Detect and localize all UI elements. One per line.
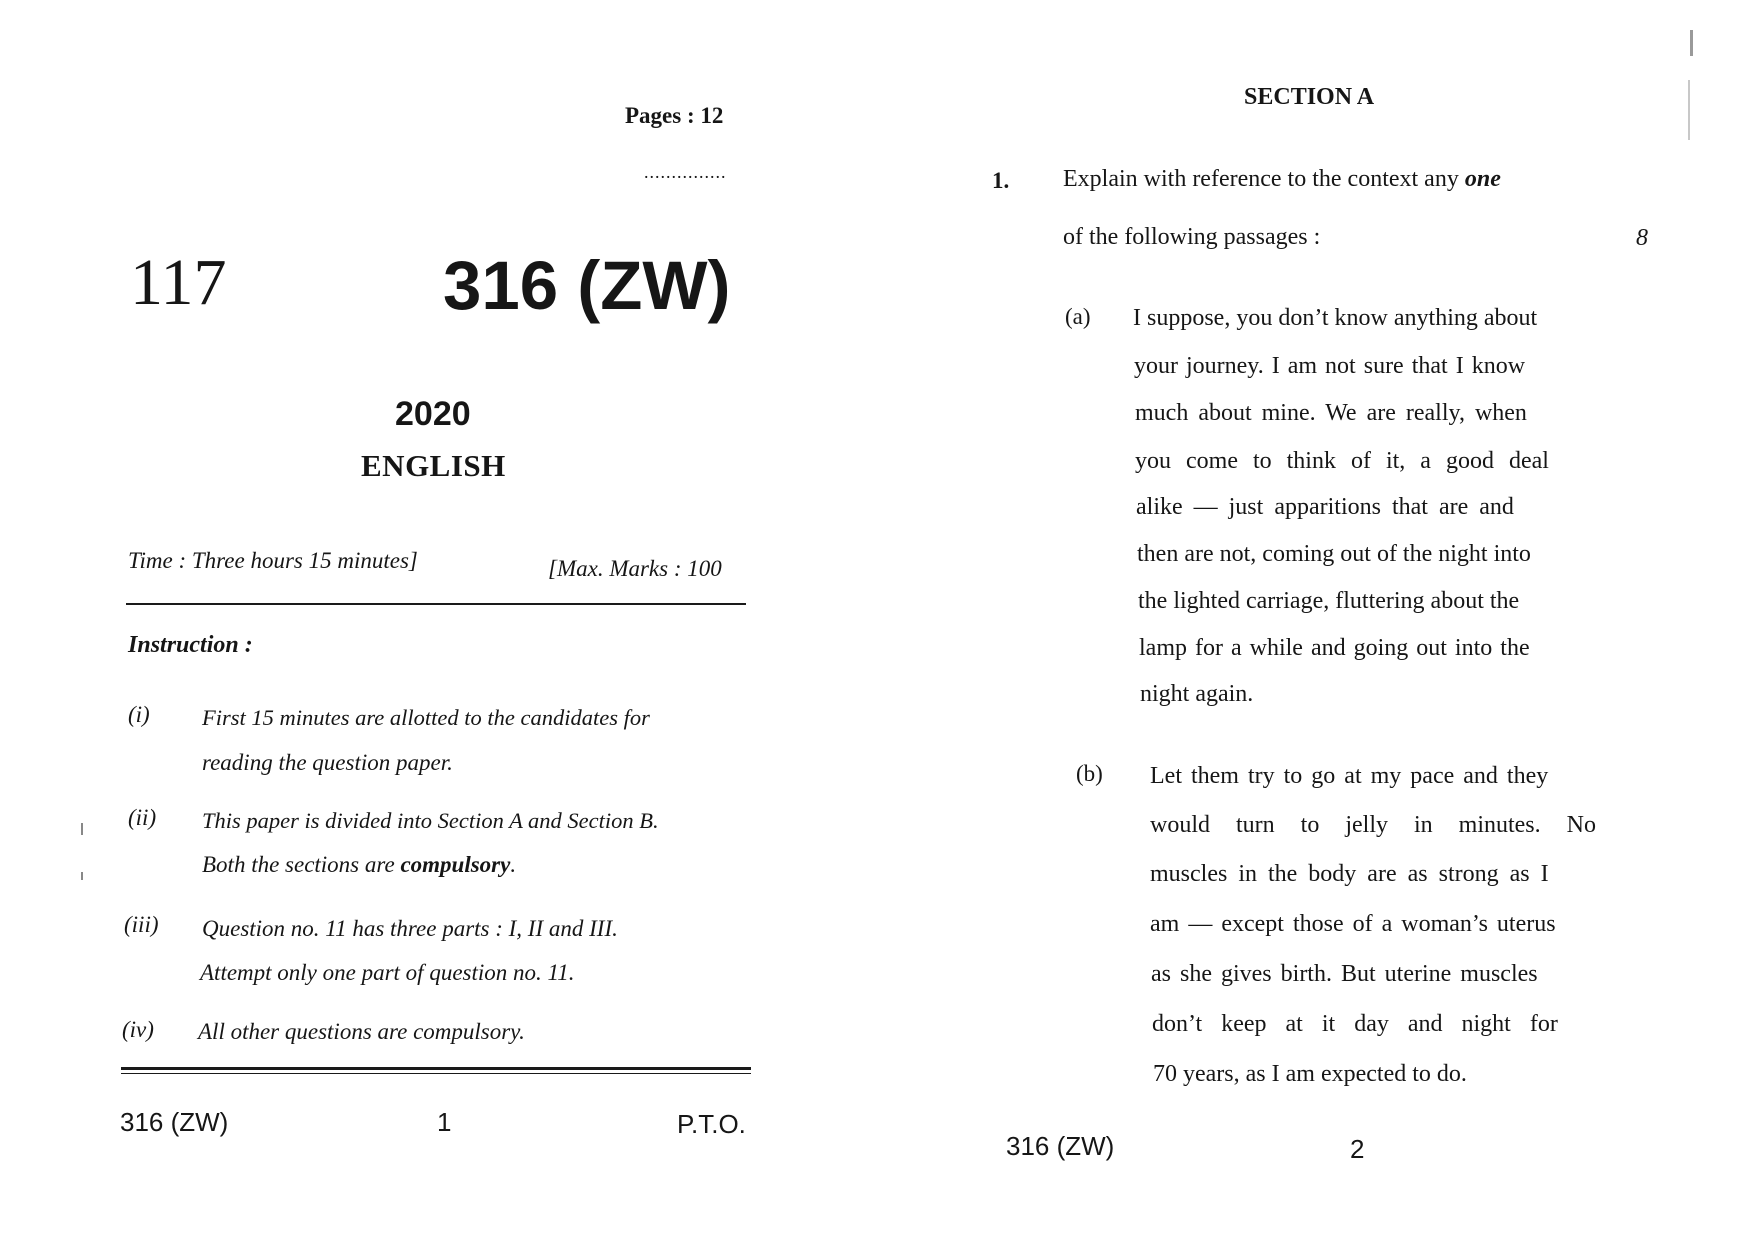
passage-label: (a) bbox=[1065, 304, 1091, 329]
scan-mark bbox=[81, 872, 83, 880]
scan-mark bbox=[1690, 30, 1693, 56]
scan-mark bbox=[1688, 80, 1690, 140]
double-rule bbox=[121, 1067, 751, 1070]
passage-line: the lighted carriage, fluttering about the bbox=[1138, 588, 1520, 614]
passage-line: your journey. I am not sure that I know bbox=[1134, 353, 1526, 379]
subject-title: ENGLISH bbox=[361, 448, 506, 483]
passage-line: I suppose, you don’t know anything about bbox=[1133, 305, 1538, 331]
instruction-number: (i) bbox=[128, 702, 150, 727]
question-text: Explain with reference to the context any one bbox=[1063, 166, 1501, 192]
instruction-text: All other questions are compulsory. bbox=[198, 1019, 525, 1044]
question-number: 1. bbox=[992, 168, 1010, 193]
question-text: of the following passages : bbox=[1063, 224, 1321, 250]
instruction-heading: Instruction : bbox=[128, 632, 253, 658]
passage-line: muscles in the body are as strong as I bbox=[1150, 861, 1549, 887]
passage-line: lamp for a while and going out into the bbox=[1139, 635, 1530, 661]
instruction-text: Attempt only one part of question no. 11. bbox=[200, 960, 575, 985]
pto-label: P.T.O. bbox=[677, 1109, 746, 1139]
dotted-line: ............... bbox=[644, 162, 727, 182]
passage-line: am — except those of a woman’s uterus bbox=[1150, 911, 1556, 937]
passage-line: would turn to jelly in minutes. No bbox=[1150, 812, 1596, 838]
passage-line: night again. bbox=[1140, 681, 1254, 707]
pages-count: Pages : 12 bbox=[625, 103, 724, 128]
divider-line bbox=[126, 603, 746, 605]
footer-code: 316 (ZW) bbox=[120, 1107, 229, 1137]
exam-year: 2020 bbox=[395, 395, 471, 433]
passage-line: then are not, coming out of the night into bbox=[1137, 541, 1531, 567]
series-number: 117 bbox=[130, 246, 227, 319]
paper-code: 316 (ZW) bbox=[443, 247, 731, 324]
max-marks: [Max. Marks : 100 bbox=[548, 556, 722, 581]
instruction-number: (ii) bbox=[128, 805, 157, 830]
passage-line: you come to think of it, a good deal bbox=[1135, 448, 1549, 474]
passage-line: alike — just apparitions that are and bbox=[1136, 494, 1514, 520]
passage-line: Let them try to go at my pace and they bbox=[1150, 763, 1549, 789]
passage-label: (b) bbox=[1076, 761, 1103, 786]
scan-mark bbox=[81, 823, 83, 835]
instruction-text: reading the question paper. bbox=[202, 750, 453, 775]
instruction-number: (iii) bbox=[124, 912, 159, 937]
instruction-text: Question no. 11 has three parts : I, II and III. bbox=[202, 916, 618, 941]
time-allowed: Time : Three hours 15 minutes] bbox=[128, 548, 418, 573]
instruction-text: This paper is divided into Section A and Section B. bbox=[202, 808, 659, 833]
passage-line: don’t keep at it day and night for bbox=[1152, 1011, 1558, 1037]
footer-code: 316 (ZW) bbox=[1006, 1131, 1115, 1161]
instruction-text: First 15 minutes are allotted to the candidates for bbox=[202, 705, 650, 730]
passage-line: much about mine. We are really, when bbox=[1135, 400, 1527, 426]
passage-line: as she gives birth. But uterine muscles bbox=[1151, 961, 1538, 987]
instruction-text: Both the sections are compulsory. bbox=[202, 852, 517, 877]
page-number: 2 bbox=[1350, 1134, 1365, 1164]
question-marks: 8 bbox=[1636, 225, 1648, 251]
instruction-number: (iv) bbox=[122, 1017, 154, 1042]
passage-line: 70 years, as I am expected to do. bbox=[1153, 1061, 1467, 1087]
page-number: 1 bbox=[437, 1107, 452, 1137]
section-heading: SECTION A bbox=[1244, 84, 1375, 110]
double-rule bbox=[121, 1073, 751, 1074]
